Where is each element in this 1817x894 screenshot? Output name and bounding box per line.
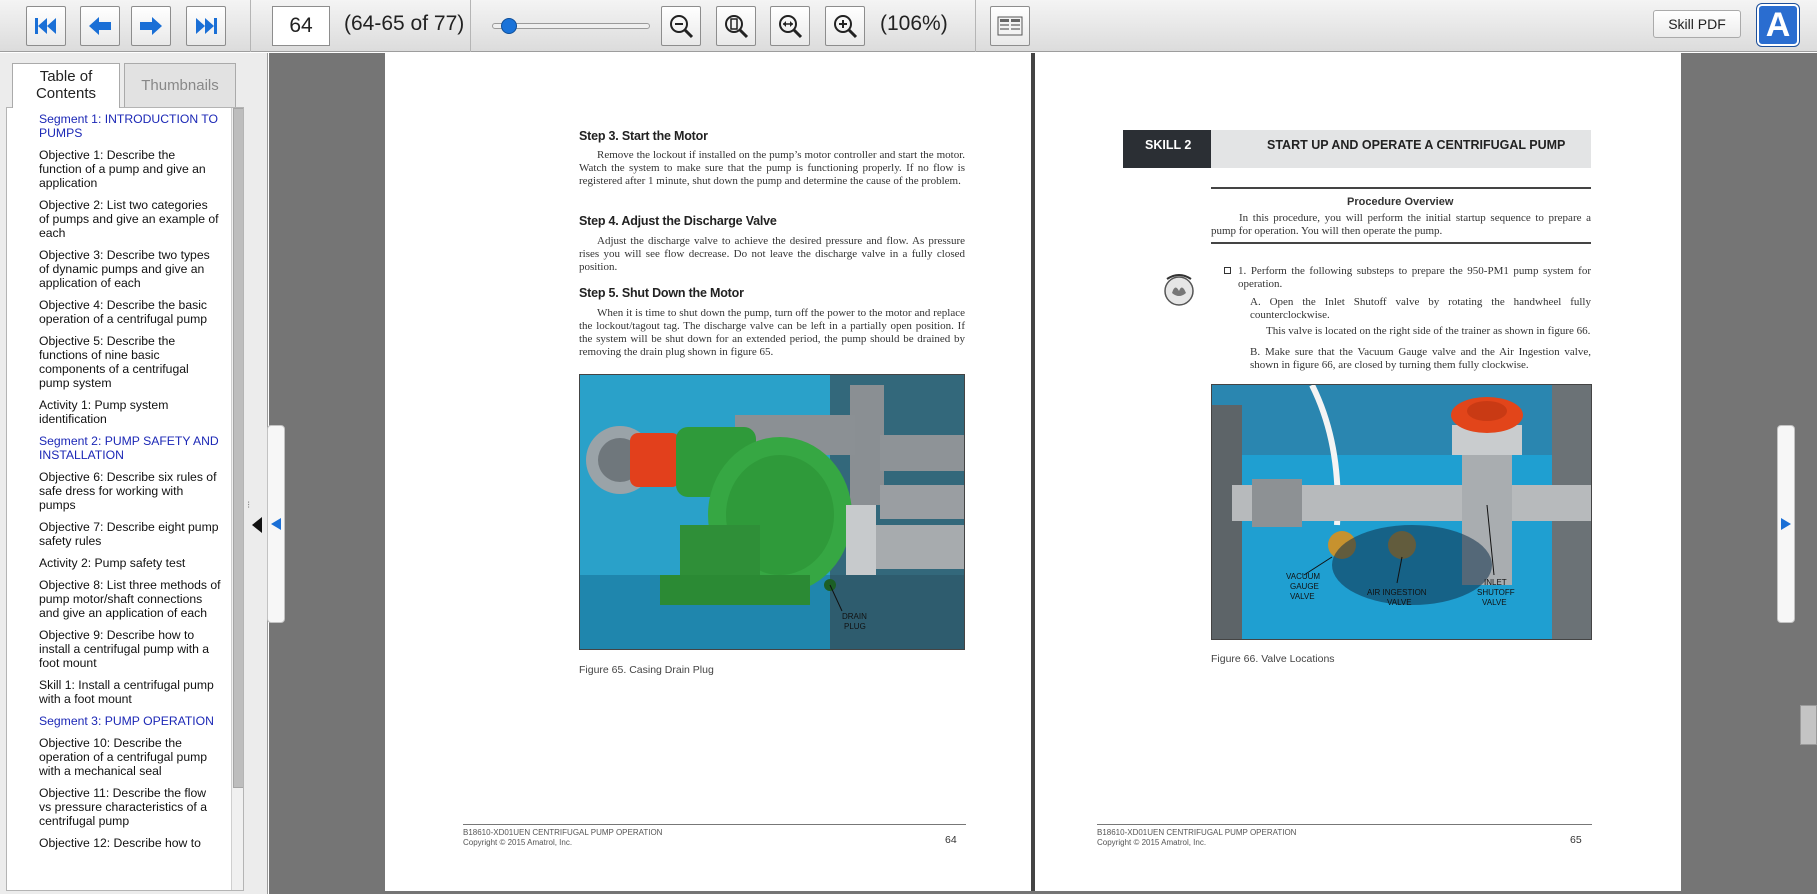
page-layout-button[interactable] [990,6,1030,46]
step1a-note: This valve is located on the right side of the trainer as shown in figure 66. [1266,325,1591,337]
figure-65-caption: Figure 65. Casing Drain Plug [579,664,714,676]
toc-item-link[interactable]: Objective 5: Describe the functions of nine basic components of a centrifugal pump system [39,334,189,390]
toc-item-link[interactable]: Objective 10: Describe the operation of a centrifugal pump with a mechanical seal [39,736,208,778]
next-spread-button[interactable] [1777,425,1795,623]
skill-pdf-button[interactable]: Skill PDF [1653,10,1741,38]
toc-item-link[interactable]: Objective 4: Describe the basic operation of a centrifugal pump [39,298,208,326]
pump-photo [580,375,965,650]
figure-66-air-label-2: VALVE [1387,598,1412,607]
zoom-level-label: (106%) [880,12,948,35]
figure-66-inlet-label-3: VALVE [1482,598,1507,607]
step1-text: 1. Perform the following substeps to prepare the 950-PM1 pump system for operation. [1238,265,1591,290]
toc-item-link[interactable]: Activity 2: Pump safety test [39,556,186,570]
figure-66-vacuum-label-3: VALVE [1290,592,1315,601]
triangle-left-icon [270,517,282,531]
step1a-text: A. Open the Inlet Shutoff valve by rotating the handwheel fully counterclockwise. [1250,296,1591,321]
next-page-button[interactable] [131,6,171,46]
first-page-button[interactable] [26,6,66,46]
footer-copyright: Copyright © 2015 Amatrol, Inc. [463,838,573,847]
step1b-text: B. Make sure that the Vacuum Gauge valve and the Air Ingestion valve, shown in figure 66, are closed by turning them fully clockwise. [1250,346,1591,371]
figure-66-caption: Figure 66. Valve Locations [1211,653,1335,665]
last-page-button[interactable] [186,6,226,46]
zoom-out-button[interactable] [661,6,701,46]
toc-panel [6,107,244,891]
toc-item-link[interactable]: Objective 8: List three methods of pump motor/shaft connections and give an application of each [39,578,221,620]
toolbar-separator [975,0,976,52]
figure-66-inlet-label-2: SHUTOFF [1477,588,1515,597]
toc-item-link[interactable]: Objective 11: Describe the flow vs pressure characteristics of a centrifugal pump [39,786,207,828]
toolbar-separator [470,0,471,52]
zoom-in-icon [832,13,858,39]
sidebar-resize-grip-icon[interactable]: ⁝ [247,500,251,511]
toc-item-link[interactable]: Objective 3: Describe two types of dynamic pumps and give an application of each [39,248,210,290]
document-page-right [1035,53,1681,891]
sidebar [0,53,268,894]
toc-scrollbar[interactable] [231,108,244,891]
page-range-label: (64-65 of 77) [344,12,465,35]
toc-segment-link[interactable]: Segment 1: INTRODUCTION TO PUMPS [39,112,219,140]
fit-width-icon [777,13,803,39]
step4-heading: Step 4. Adjust the Discharge Valve [579,214,777,228]
checkbox-icon[interactable] [1224,267,1232,275]
figure-66-vacuum-label-1: VACUUM [1286,572,1321,581]
zoom-out-icon [668,13,694,39]
figure-66-image [1211,384,1592,640]
triangle-left-icon [250,515,264,535]
toc-item-link[interactable]: Objective 7: Describe eight pump safety rules [39,520,219,548]
next-page-icon [138,15,164,37]
toc-item-link[interactable]: Objective 9: Describe how to install a centrifugal pump with a foot mount [39,628,210,670]
zoom-slider[interactable] [492,18,650,34]
figure-65-image [579,374,965,650]
footer-rule [1097,824,1592,825]
toc-scrollbar-thumb[interactable] [233,108,244,788]
previous-page-icon [87,15,113,37]
page-number-input[interactable] [272,6,330,46]
page-number: 65 [1570,834,1582,846]
previous-page-button[interactable] [80,6,120,46]
toc-item-link[interactable]: Objective 12: Describe how to [39,836,201,850]
tab-table-of-contents[interactable]: Table of Contents [12,63,120,108]
fit-width-button[interactable] [770,6,810,46]
viewer-scrollbar-thumb[interactable] [1800,705,1817,745]
collapse-sidebar-button[interactable] [250,515,264,535]
skill-title-banner: START UP AND OPERATE A CENTRIFUGAL PUMP [1211,130,1591,168]
toc-item-link[interactable]: Skill 1: Install a centrifugal pump with a foot mount [39,678,214,706]
toc-item-link[interactable]: Activity 1: Pump system identification [39,398,169,426]
figure-66-vacuum-label-2: GAUGE [1290,582,1319,591]
app-logo: A [1757,4,1799,46]
procedure-overview-title: Procedure Overview [1347,196,1454,208]
document-page-left [385,53,1031,891]
footer-copyright: Copyright © 2015 Amatrol, Inc. [1097,838,1207,847]
toc-item-link[interactable]: Objective 6: Describe six rules of safe dress for working with pumps [39,470,217,512]
toc-segment-link[interactable]: Segment 2: PUMP SAFETY AND INSTALLATION [39,434,219,462]
zoom-slider-handle[interactable] [501,18,517,34]
first-page-icon [33,15,59,37]
procedure-overview-text: In this procedure, you will perform the initial startup sequence to prepare a pump for operation. You will then operate the pump. [1211,212,1591,237]
page-number: 64 [945,834,957,846]
toc-segment-link[interactable]: Segment 3: PUMP OPERATION [39,714,214,728]
previous-spread-button[interactable] [267,425,285,623]
step5-paragraph: When it is time to shut down the pump, turn off the power to the motor and replace the lockout/tagout tag. The discharge valve can be left in a partially open position. If the system will be shut down for an extended period, the pump should be drained by removing the drain plug shown in figure 65. [579,307,965,358]
toolbar-separator [250,0,251,52]
zoom-in-button[interactable] [825,6,865,46]
overview-bottom-rule [1211,242,1591,244]
toc-list [7,108,227,850]
fit-page-button[interactable] [716,6,756,46]
figure-65-label-line1: DRAIN [842,612,867,621]
step3-heading: Step 3. Start the Motor [579,129,708,143]
footer-code: B18610-XD01UEN CENTRIFUGAL PUMP OPERATION [1097,828,1297,837]
do-this-icon [1159,269,1199,309]
document-viewer [269,53,1817,894]
toolbar [0,0,1817,52]
valves-photo [1212,385,1592,640]
step4-paragraph: Adjust the discharge valve to achieve the desired pressure and flow. As pressure rises you will see flow decrease. Do not leave the discharge valve in a fully closed position. [579,235,965,273]
overview-top-rule [1211,187,1591,189]
triangle-right-icon [1780,517,1792,531]
toc-item-link[interactable]: Objective 2: List two categories of pumps and give an example of each [39,198,219,240]
page-layout-icon [996,14,1024,38]
figure-66-air-label-1: AIR INGESTION [1367,588,1427,597]
fit-page-icon [723,13,749,39]
skill-number-banner: SKILL 2 [1123,130,1211,168]
step5-heading: Step 5. Shut Down the Motor [579,286,744,300]
footer-rule [463,824,966,825]
tab-thumbnails[interactable]: Thumbnails [124,63,236,107]
toc-item-link[interactable]: Objective 1: Describe the function of a pump and give an application [39,148,206,190]
last-page-icon [193,15,219,37]
figure-66-inlet-label-1: INLET [1484,578,1507,587]
footer-code: B18610-XD01UEN CENTRIFUGAL PUMP OPERATION [463,828,663,837]
step3-paragraph: Remove the lockout if installed on the pump’s motor controller and start the motor. Watch the system to make sure that the pump is functioning properly. If no flow is registered after 1 minute, shut down the pump and determine the cause of the problem. [579,149,965,187]
figure-65-label-line2: PLUG [844,622,866,631]
